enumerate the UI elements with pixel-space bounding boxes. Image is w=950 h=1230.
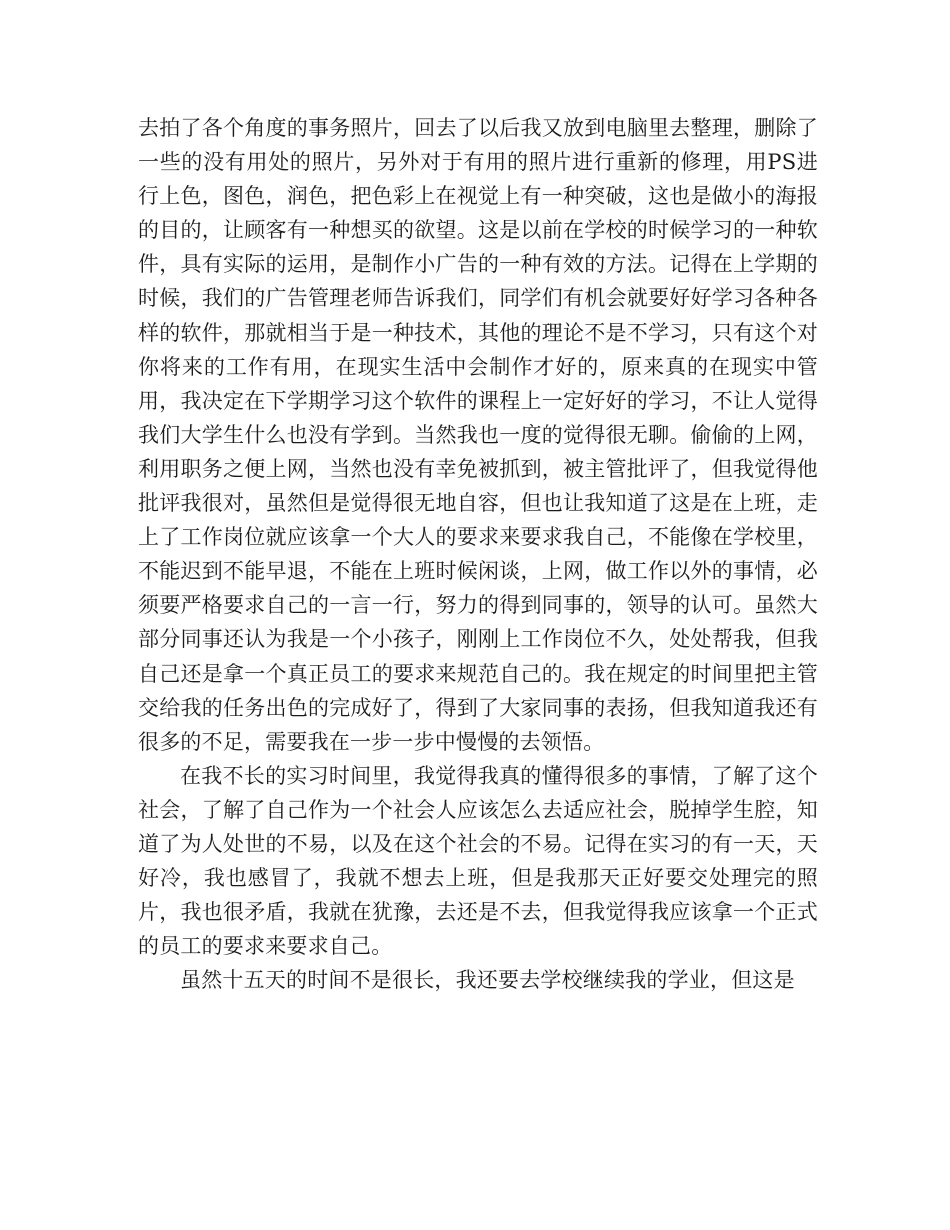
body-text	[138, 111, 818, 997]
paragraph-1: 去拍了各个角度的事务照片，回去了以后我又放到电脑里去整理，删除了一些的没有用处的照片，另外对于有用的照片进行重新的修理，用PS进行上色，图色，润色，把色彩上在视觉上有一种突破，这也是做小的海报的目的，让顾客有一种想买的欲望。这是以前在学校的时候学习的一种软件，具有实际的运用，是制作小广告的一种有效的方法。记得在上学期的时候，我们的广告管理老师告诉我们，同学们有机会就要好好学习各种各样的软件，那就相当于是一种技术，其他的理论不是不学习，只有这个对你将来的工作有用，在现实生活中会制作才好的，原来真的在现实中管用，我决定在下学期学习这个软件的课程上一定好好的学习，不让人觉得我们大学生什么也没有学到。当然我也一度的觉得很无聊。偷偷的上网，利用职务之便上网，当然也没有幸免被抓到，被主管批评了，但我觉得他批评我很对，虽然但是觉得很无地自容，但也让我知道了这是在上班，走上了工作岗位就应该拿一个大人的要求来要求我自己，不能像在学校里，不能迟到不能早退，不能在上班时候闲谈，上网，做工作以外的事情，必须要严格要求自己的一言一行，努力的得到同事的，领导的认可。虽然大部分同事还认为我是一个小孩子，刚刚上工作岗位不久，处处帮我，但我自己还是拿一个真正员工的要求来规范自己的。我在规定的时间里把主管交给我的任务出色的完成好了，得到了大家同事的表扬，但我知道我还有很多的不足，需要我在一步一步中慢慢的去领悟。	[138, 116, 818, 754]
paragraph-2: 在我不长的实习时间里，我觉得我真的懂得很多的事情，了解了这个社会，了解了自己作为一个社会人应该怎么去适应社会，脱掉学生腔，知道了为人处世的不易，以及在这个社会的不易。记得在实习的有一天，天好冷，我也感冒了，我就不想去上班，但是我那天正好要交处理完的照片，我也很矛盾，我就在犹豫，去还是不去，但我觉得我应该拿一个正式的员工的要求来要求自己。	[138, 763, 818, 959]
paragraph-3: 虽然十五天的时间不是很长，我还要去学校继续我的学业，但这是	[180, 968, 795, 993]
